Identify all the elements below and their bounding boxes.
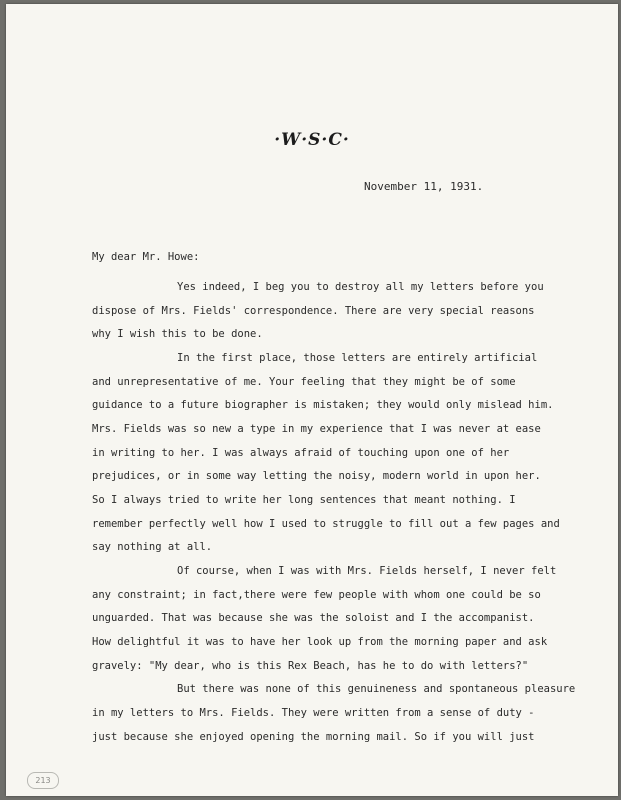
body-line: dispose of Mrs. Fields' correspondence. There are very special reasons [92,305,535,317]
body-line: But there was none of this genuineness and spontaneous pleasure [177,683,576,695]
body-line: prejudices, or in some way letting the noisy, modern world in upon her. [92,470,541,482]
body-line: gravely: "My dear, who is this Rex Beach, has he to do with letters?" [92,660,529,672]
body-line: In the first place, those letters are entirely artificial [177,352,538,364]
body-line: Of course, when I was with Mrs. Fields herself, I never felt [177,565,557,577]
archive-stamp: 213 [27,772,59,789]
letter-page [6,4,618,796]
body-line: any constraint; in fact,there were few people with whom one could be so [92,589,541,601]
body-line: Mrs. Fields was so new a type in my experience that I was never at ease [92,423,541,435]
body-line: unguarded. That was because she was the soloist and I the accompanist. [92,612,535,624]
body-line: How delightful it was to have her look up from the morning paper and ask [92,636,548,648]
body-line: So I always tried to write her long sentences that meant nothing. I [92,494,516,506]
body-line: and unrepresentative of me. Your feeling that they might be of some [92,376,516,388]
body-line: in my letters to Mrs. Fields. They were written from a sense of duty - [92,707,535,719]
body-line: just because she enjoyed opening the morning mail. So if you will just [92,731,535,743]
salutation: My dear Mr. Howe: [92,251,200,263]
body-line: in writing to her. I was always afraid of touching upon one of her [92,447,510,459]
letter-date: November 11, 1931. [364,180,484,193]
body-line: Yes indeed, I beg you to destroy all my letters before you [177,281,544,293]
body-line: remember perfectly well how I used to struggle to fill out a few pages and [92,518,560,530]
body-line: say nothing at all. [92,541,213,553]
body-line: why I wish this to be done. [92,328,263,340]
letterhead-monogram: ·W·S·C· [274,130,350,150]
body-line: guidance to a future biographer is mistaken; they would only mislead him. [92,399,554,411]
letter-body [6,4,618,796]
